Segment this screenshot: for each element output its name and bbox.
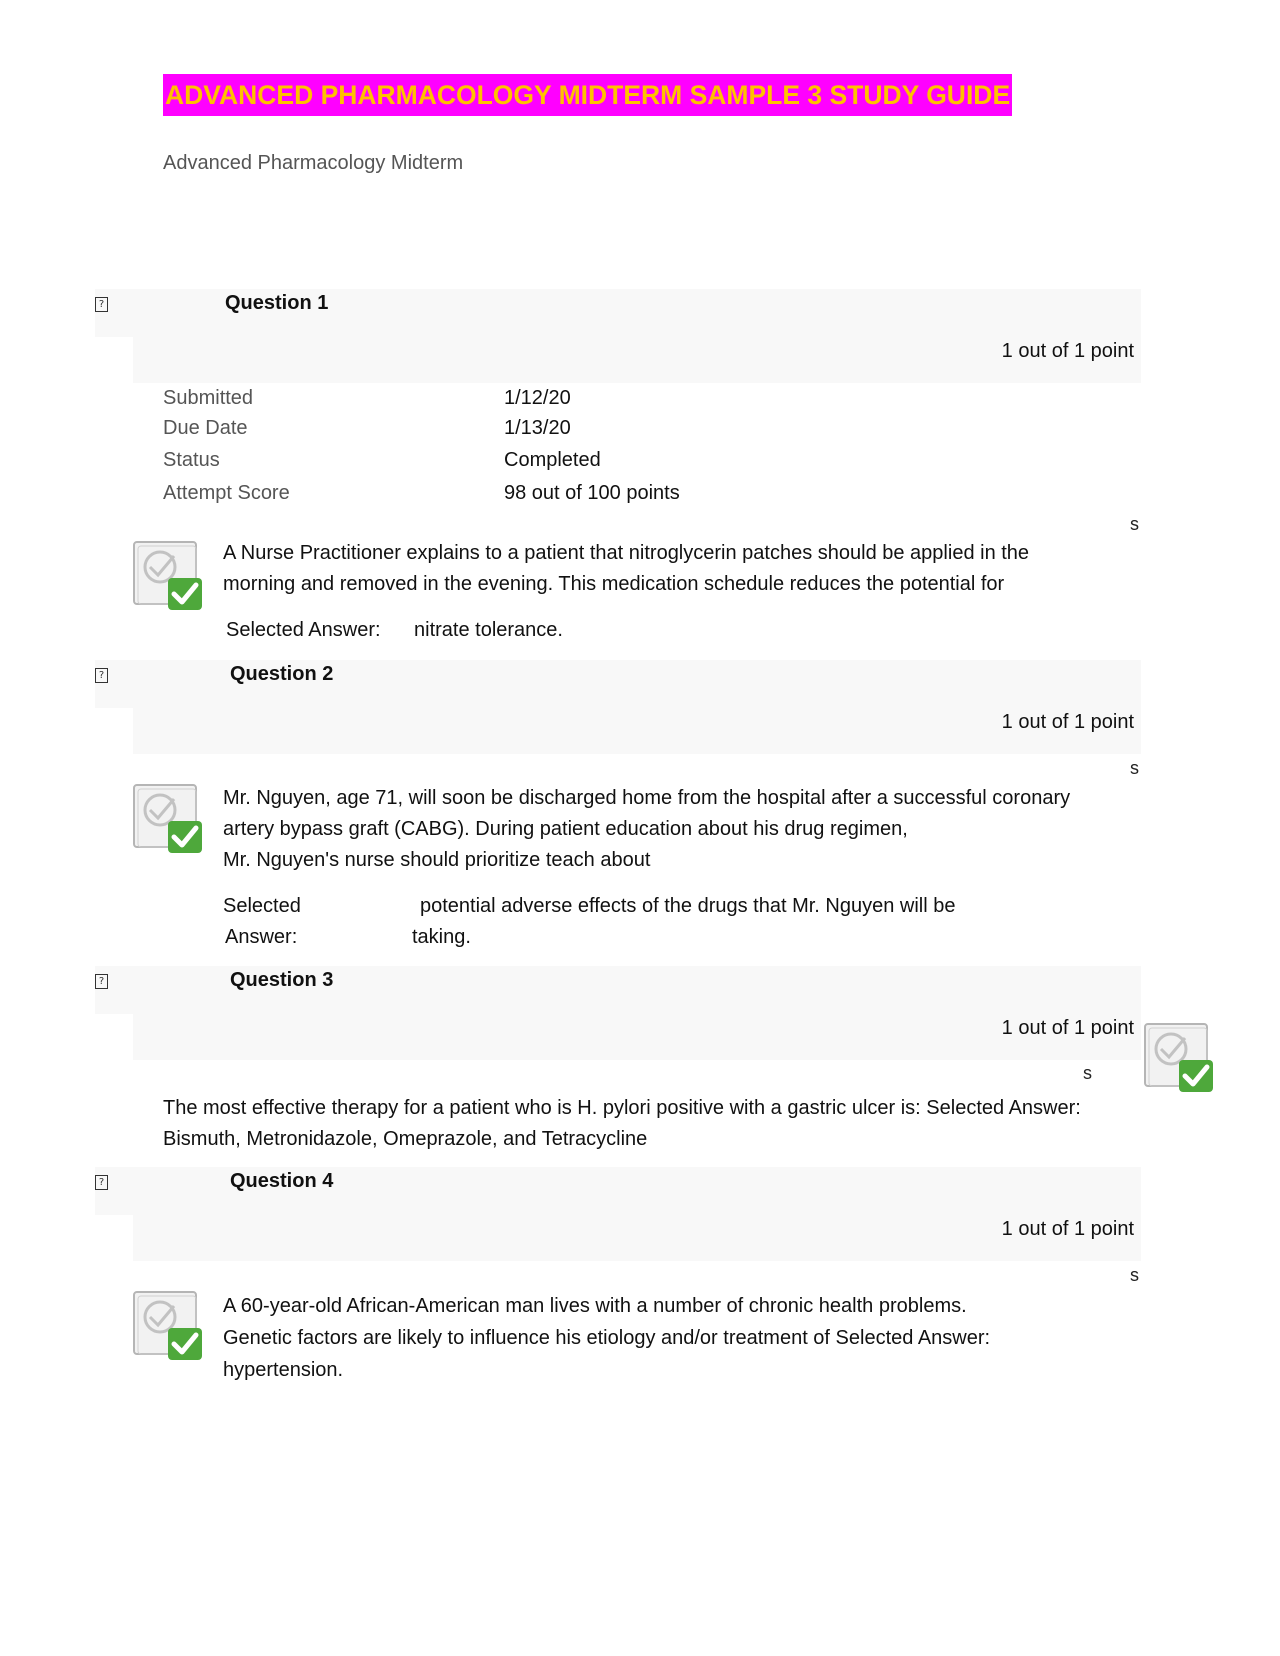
question-4-score-band <box>133 1215 1141 1261</box>
question-2-score: 1 out of 1 point <box>1001 711 1134 733</box>
question-3-text-line: The most effective therapy for a patient who is H. pylori positive with a gastric ulcer is: Selected Answer: <box>163 1097 1081 1119</box>
status-value: Completed <box>504 449 601 471</box>
question-3-status-char: s <box>1083 1063 1092 1083</box>
submitted-label: Submitted <box>163 387 254 409</box>
question-2-marker-icon: ? <box>95 668 108 683</box>
question-4-text-line: hypertension. <box>223 1359 344 1381</box>
question-3-score: 1 out of 1 point <box>1001 1017 1134 1039</box>
question-3-text <box>163 1093 1143 1155</box>
question-1-check-mark-icon <box>132 540 204 612</box>
question-1-status-char: s <box>1130 514 1139 534</box>
question-1-selected-label: Selected Answer: <box>226 619 381 641</box>
question-3-label: Question 3 <box>230 969 334 991</box>
question-2-text-line: Mr. Nguyen's nurse should prioritize teach about <box>223 849 651 871</box>
question-1-label: Question 1 <box>225 292 329 314</box>
question-4-marker-icon: ? <box>95 1175 108 1190</box>
question-2-text <box>223 783 1143 876</box>
document-title-highlight <box>163 74 1012 116</box>
question-2-selected-label-line2: Answer: <box>225 926 298 948</box>
question-2-selected-answer-line1: potential adverse effects of the drugs that Mr. Nguyen will be <box>420 895 956 917</box>
attempt-score-label: Attempt Score <box>163 482 290 504</box>
question-4-text-line: Genetic factors are likely to influence his etiology and/or treatment of Selected Answer: <box>223 1327 991 1349</box>
question-4-text <box>223 1290 1123 1386</box>
question-1-text-line: morning and removed in the evening. This medication schedule reduces the potential for <box>223 573 1005 595</box>
document-title: ADVANCED PHARMACOLOGY MIDTERM SAMPLE 3 STUDY GUIDE <box>165 79 1011 110</box>
status-label: Status <box>163 449 220 471</box>
question-3-marker-icon: ? <box>95 974 108 989</box>
question-1-score-band <box>133 337 1141 383</box>
question-4-text-line: A 60-year-old African-American man lives with a number of chronic health problems. <box>223 1295 967 1317</box>
question-2-status-char: s <box>1130 758 1139 778</box>
question-2-selected-answer-line2: taking. <box>412 926 471 948</box>
question-1-text <box>223 538 1123 600</box>
question-4-check-mark-icon <box>132 1290 204 1362</box>
question-1-marker-icon: ? <box>95 297 108 312</box>
question-4-score: 1 out of 1 point <box>1001 1218 1134 1240</box>
question-2-check-mark-icon <box>132 783 204 855</box>
question-4-status-char: s <box>1130 1265 1139 1285</box>
question-4-label: Question 4 <box>230 1170 334 1192</box>
question-1-selected-answer: nitrate tolerance. <box>414 619 563 641</box>
due-date-label: Due Date <box>163 417 248 439</box>
question-3-text-line: Bismuth, Metronidazole, Omeprazole, and Tetracycline <box>163 1128 648 1150</box>
question-3-check-mark-icon <box>1143 1022 1215 1094</box>
question-2-text-line: Mr. Nguyen, age 71, will soon be discharged home from the hospital after a successful coronary <box>223 787 1071 809</box>
question-2-text-line: artery bypass graft (CABG). During patient education about his drug regimen, <box>223 818 908 840</box>
question-1-text-line: A Nurse Practitioner explains to a patient that nitroglycerin patches should be applied in the <box>223 542 1030 564</box>
question-2-score-band <box>133 708 1141 754</box>
question-1-score: 1 out of 1 point <box>1001 340 1134 362</box>
attempt-score-value: 98 out of 100 points <box>504 482 680 504</box>
question-3-score-band <box>133 1014 1141 1060</box>
submitted-value: 1/12/20 <box>504 387 571 409</box>
document-subtitle: Advanced Pharmacology Midterm <box>163 152 464 174</box>
question-2-label: Question 2 <box>230 663 334 685</box>
due-date-value: 1/13/20 <box>504 417 571 439</box>
question-2-selected-label-line1: Selected <box>223 895 301 917</box>
